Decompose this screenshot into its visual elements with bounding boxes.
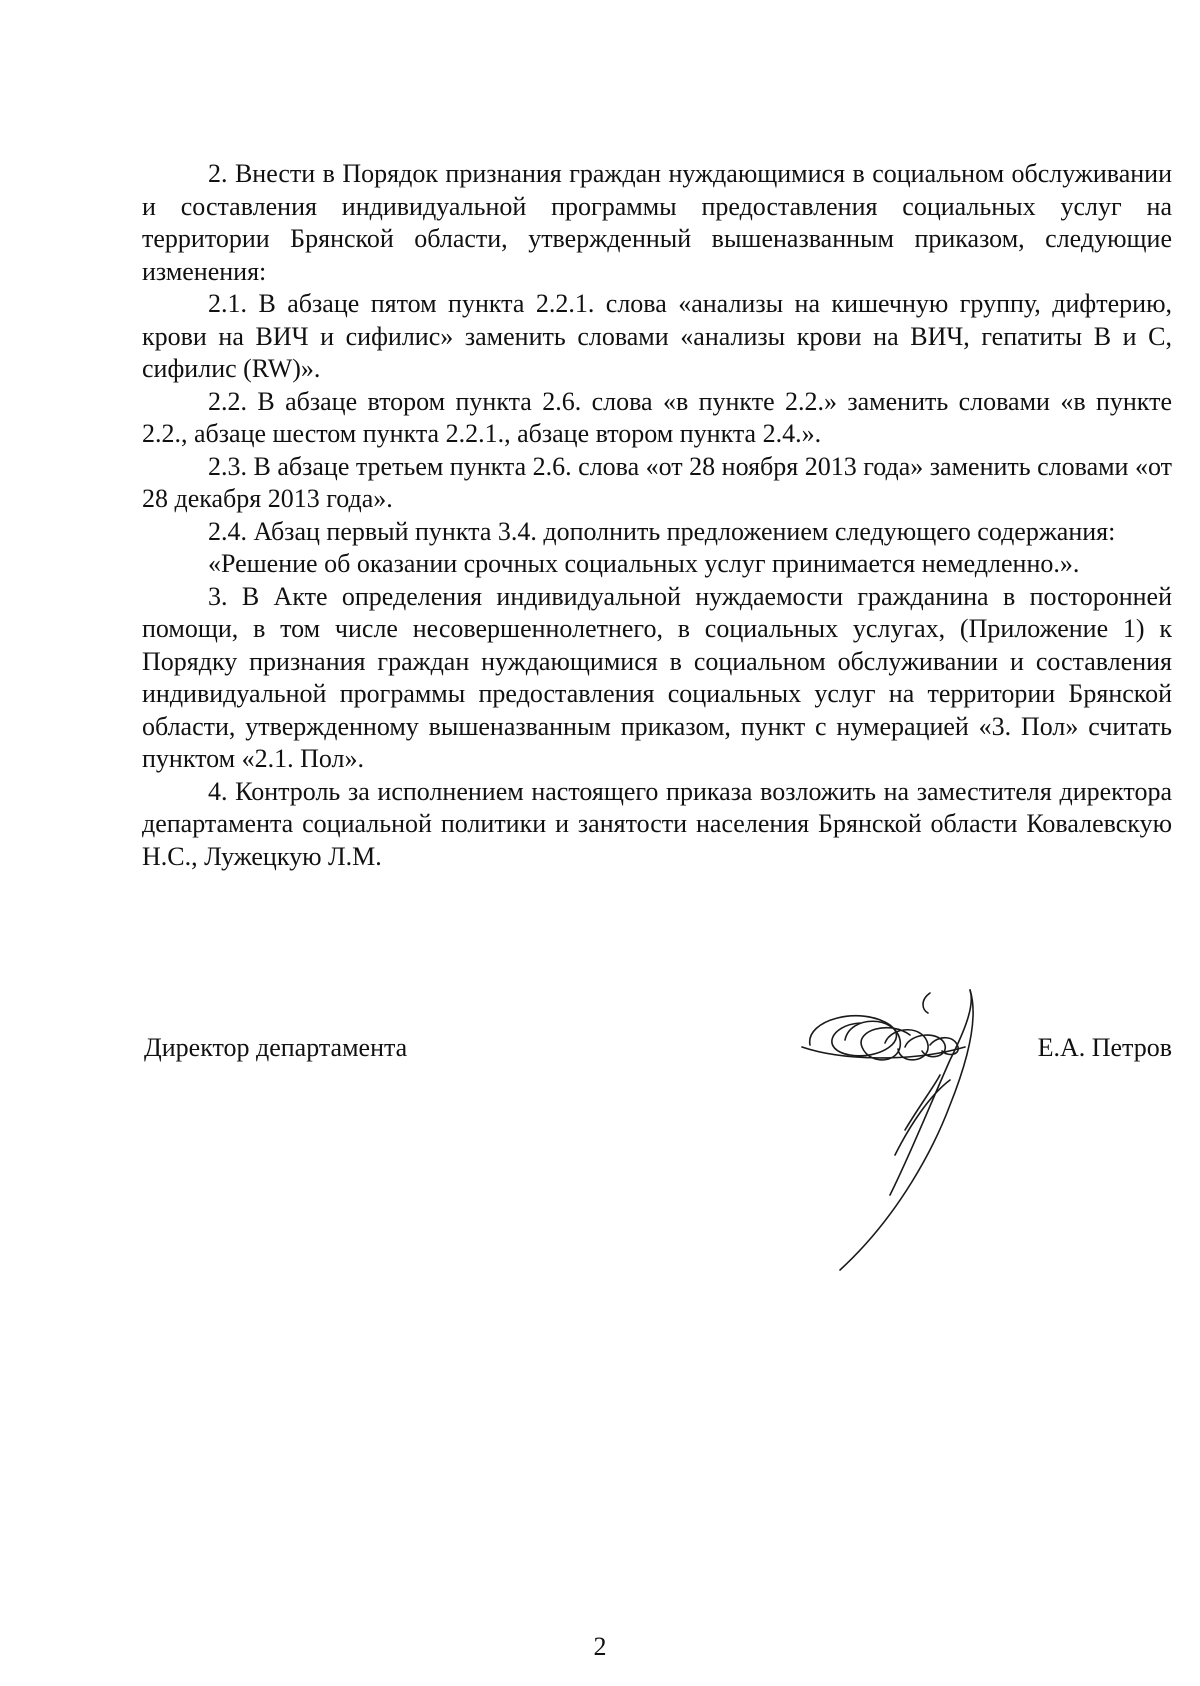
paragraph-item-2-1: 2.1. В абзаце пятом пункта 2.2.1. слова «анализы на кишечную группу, дифтерию, крови на ВИЧ и сифилис» заменить словами «анализы крови на ВИЧ, гепатиты В и С, сифилис (RW)». (142, 289, 1172, 383)
handwritten-signature (800, 985, 1020, 1275)
paragraph-item-2-4: 2.4. Абзац первый пункта 3.4. дополнить предложением следующего содержания: (208, 516, 1116, 546)
document-body (142, 158, 1172, 873)
paragraph-item-2: 2. Внести в Порядок признания граждан нуждающимися в социальном обслуживании и составления индивидуальной программы предоставления социальных услуг на территории Брянской области, утвержденный вышеназванным приказом, следующие изменения: (142, 159, 1172, 286)
paragraph-item-2-3: 2.3. В абзаце третьем пункта 2.6. слова «от 28 ноября 2013 года» заменить словами «от 28 декабря 2013 года». (142, 451, 1172, 513)
page-number: 2 (593, 1632, 607, 1661)
paragraph-item-3: 3. В Акте определения индивидуальной нуждаемости гражданина в посторонней помощи, в том числе несовершеннолетнего, в социальных услугах, (Приложение 1) к Порядку признания граждан нуждающимися в социальном обслуживании и составления индивидуальной программы предоставления социальных услуг на территории Брянской области, утвержденному вышеназванным приказом, пункт с нумерацией «3. Пол» считать пунктом «2.1. Пол». (142, 581, 1172, 773)
paragraph-item-2-2: 2.2. В абзаце втором пункта 2.6. слова «в пункте 2.2.» заменить словами «в пункте 2.2., абзаце шестом пункта 2.2.1., абзаце втором пункта 2.4.». (142, 386, 1172, 448)
paragraph-quote: «Решение об оказании срочных социальных услуг принимается немедленно.». (208, 549, 1080, 578)
paragraph-item-4: 4. Контроль за исполнением настоящего приказа возложить на заместителя директора департамента социальной политики и занятости населения Брянской области Ковалевскую Н.С., Лужецкую Л.М. (142, 776, 1172, 871)
signatory-name: Е.А. Петров (1037, 1033, 1172, 1062)
signatory-position: Директор департамента (144, 1033, 408, 1062)
